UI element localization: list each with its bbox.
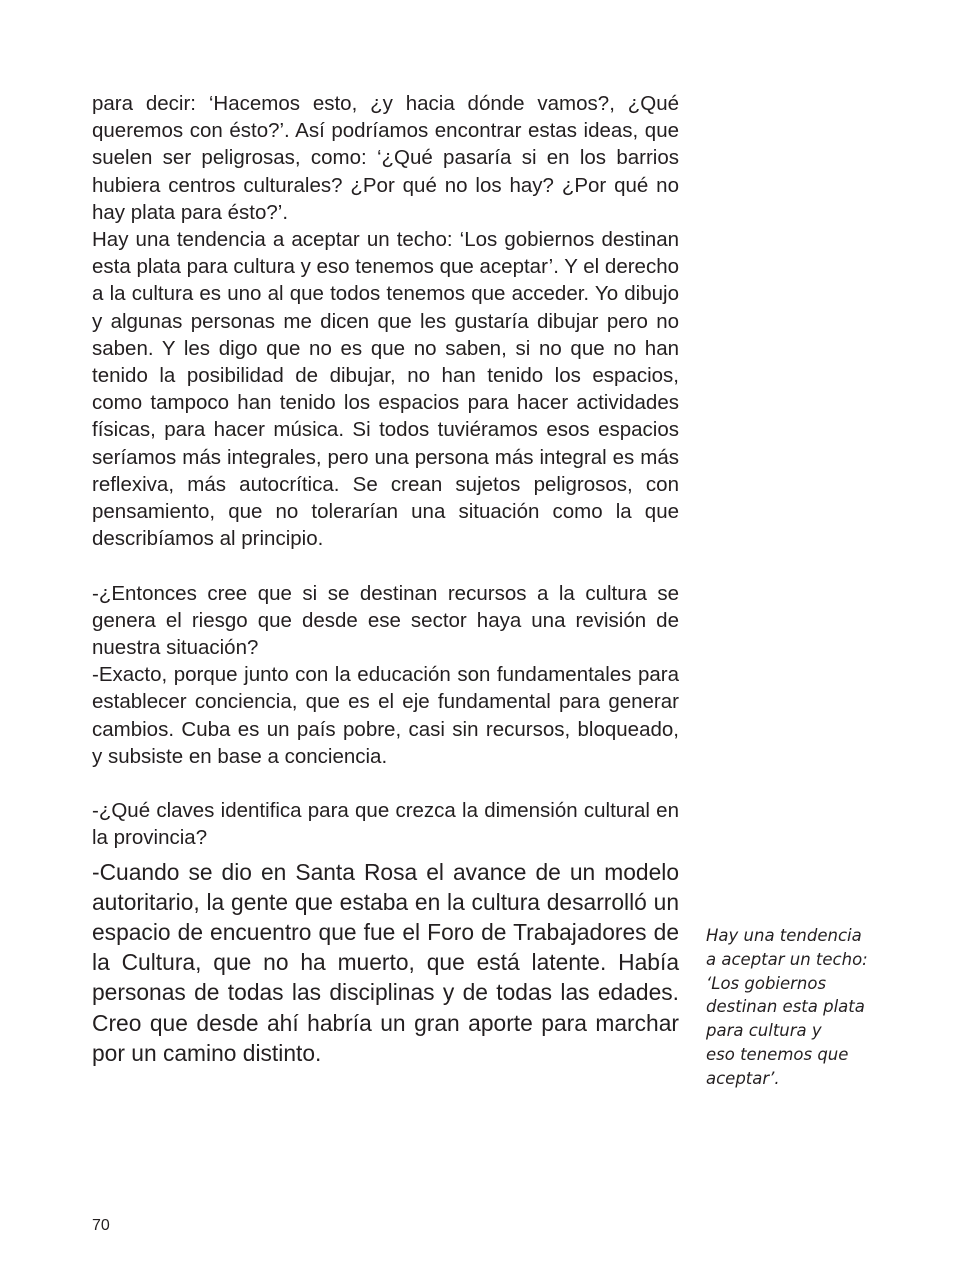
interview-answer: -Exacto, porque junto con la educación son fundamentales para establecer conciencia, que es el eje fundamental para generar cambios. Cuba es un país pobre, casi sin recursos, bloqueado, y subsiste en base a conciencia. [92,663,679,768]
pull-quote-line: aceptar’. [706,1068,780,1088]
interview-question: -¿Entonces cree que si se destinan recursos a la cultura se genera el riesgo que desde ese sector haya una revisión de nuestra situación? [92,581,679,660]
pull-quote-line: eso tenemos que [706,1044,849,1064]
body-paragraph: para decir: ‘Hacemos esto, ¿y hacia dónde vamos?, ¿Qué queremos con ésto?’. Así podríamos encontrar estas ideas, que suelen ser peligrosas, como: ‘¿Qué pasaría si en los barrios hubiera centros culturales? ¿Por qué no los hay? ¿Por qué no hay plata para ésto?’. [92,92,679,224]
article-body [92,90,679,1068]
pull-quote-line: ‘Los gobiernos [706,973,827,993]
pull-quote-line: destinan esta plata [706,997,865,1017]
pull-quote-line: a aceptar un techo: [706,949,868,969]
pull-quote [706,924,886,1091]
page-number: 70 [92,1217,110,1234]
body-paragraph: Hay una tendencia a aceptar un techo: ‘Los gobiernos destinan esta plata para cultura y eso tenemos que aceptar’. Y el derecho a la cultura es uno al que todos tenemos que acceder. Yo dibujo y algunas personas me dicen que les gustaría dibujar pero no saben. Y les digo que no es que no saben, si no que no han tenido la posibilidad de dibujar, no han tenido los espacios, como tampoco han tenido los espacios para hacer actividades físicas, para hacer música. Si todos tuviéramos esos espacios seríamos más integrales, pero una persona más integral es más reflexiva, más autocrítica. Se crean sujetos peligrosos, con pensamiento, que no tolerarían una situación como la que describíamos al principio. [92,228,679,551]
interview-question: -¿Qué claves identifica para que crezca la dimensión cultural en la provincia? [92,799,679,850]
interview-answer: -Cuando se dio en Santa Rosa el avance de un modelo autoritario, la gente que estaba en la cultura desarrolló un espacio de encuentro que fue el Foro de Trabajadores de la Cultura, que no ha muerto, que está latente. Había personas de todas las disciplinas y de todas las edades. Creo que desde ahí habría un gran aporte para marchar por un camino distinto. [92,858,679,1066]
pull-quote-line: Hay una tendencia [706,926,862,945]
paragraph-gap [92,770,679,797]
paragraph-gap [92,552,679,579]
pull-quote-line: para cultura y [706,1021,822,1041]
